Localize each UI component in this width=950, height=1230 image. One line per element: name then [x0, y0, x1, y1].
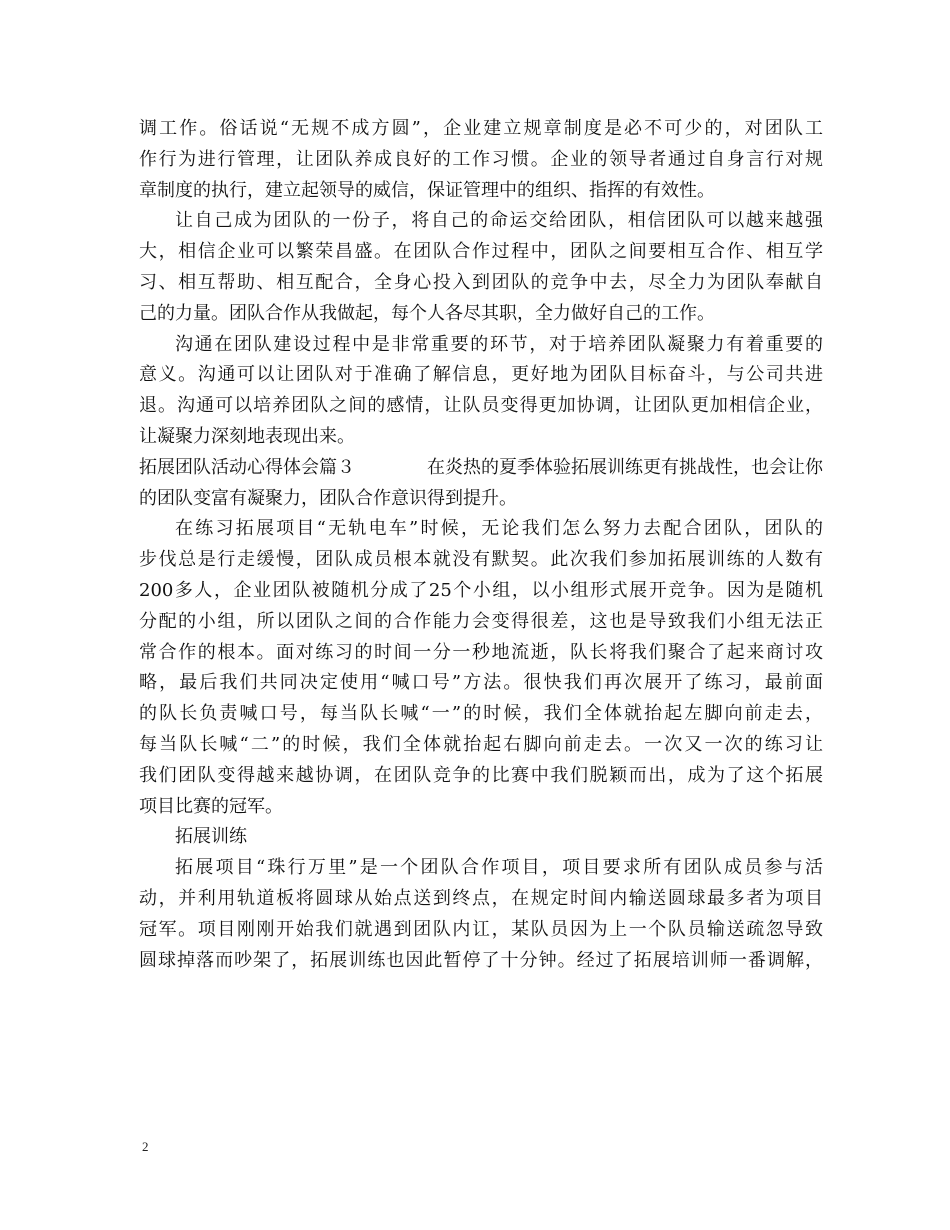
page-number: 2	[142, 1139, 149, 1154]
paragraph-4-line-2: 的团队变富有凝聚力，团队合作意识得到提升。	[139, 487, 517, 509]
paragraph-5-line-6: 略，最后我们共同决定使用“喊口号”方法。很快我们再次展开了练习，最前面	[139, 672, 823, 694]
paragraph-5-line-4: 分配的小组，所以团队之间的合作能力会变得很差，这也是导致我们小组无法正	[139, 610, 823, 632]
paragraph-3	[139, 330, 823, 453]
paragraph-5	[139, 514, 823, 822]
paragraph-2-line-3: 习、相互帮助、相互配合，全身心投入到团队的竞争中去，尽全力为团队奉献自	[139, 271, 823, 293]
paragraph-5-line-5: 常合作的根本。面对练习的时间一分一秒地流逝，队长将我们聚合了起来商讨攻	[139, 641, 823, 663]
paragraph-6-line-1: 拓展项目“珠行万里”是一个团队合作项目，项目要求所有团队成员参与活	[175, 857, 823, 879]
paragraph-3-line-2: 意义。沟通可以让团队对于准确了解信息，更好地为团队目标奋斗，与公司共进	[139, 364, 823, 386]
paragraph-3-line-3: 退。沟通可以培养团队之间的感情，让队员变得更加协调，让团队更加相信企业，	[139, 395, 823, 417]
paragraph-1	[139, 114, 823, 206]
paragraph-5-line-7: 的队长负责喊口号，每当队长喊“一”的时候，我们全体就抬起左脚向前走去，	[139, 703, 823, 725]
paragraph-5-line-10: 项目比赛的冠军。	[139, 795, 283, 817]
paragraph-4-line-1: 在炎热的夏季体验拓展训练更有挑战性，也会让你	[427, 456, 823, 478]
paragraph-1-line-3: 章制度的执行，建立起领导的威信，保证管理中的组织、指挥的有效性。	[139, 179, 715, 201]
paragraph-6	[139, 853, 823, 976]
paragraph-3-line-4: 让凝聚力深刻地表现出来。	[139, 425, 355, 447]
section-heading: 拓展团队活动心得体会篇３	[139, 456, 355, 478]
paragraph-2-line-4: 己的力量。团队合作从我做起，每个人各尽其职，全力做好自己的工作。	[139, 302, 715, 324]
paragraph-1-line-2: 作行为进行管理，让团队养成良好的工作习惯。企业的领导者通过自身言行对规	[139, 148, 823, 170]
section-heading-row	[139, 453, 823, 484]
paragraph-6-line-3: 冠军。项目刚刚开始我们就遇到团队内讧，某队员因为上一个队员输送疏忽导致	[139, 918, 823, 940]
paragraph-3-line-1: 沟通在团队建设过程中是非常重要的环节，对于培养团队凝聚力有着重要的	[175, 333, 823, 355]
document-body	[139, 114, 823, 976]
paragraph-5-line-9: 我们团队变得越来越协调，在团队竞争的比赛中我们脱颖而出，成为了这个拓展	[139, 764, 823, 786]
paragraph-5-line-1: 在练习拓展项目“无轨电车”时候，无论我们怎么努力去配合团队，团队的	[175, 518, 823, 540]
paragraph-6-line-2: 动，并利用轨道板将圆球从始点送到终点，在规定时间内输送圆球最多者为项目	[139, 887, 823, 909]
subheading: 拓展训练	[175, 826, 247, 848]
paragraph-2-line-1: 让自己成为团队的一份子，将自己的命运交给团队，相信团队可以越来越强	[175, 210, 823, 232]
paragraph-2	[139, 206, 823, 329]
paragraph-6-line-4: 圆球掉落而吵架了，拓展训练也因此暂停了十分钟。经过了拓展培训师一番调解，	[139, 949, 823, 971]
paragraph-2-line-2: 大，相信企业可以繁荣昌盛。在团队合作过程中，团队之间要相互合作、相互学	[139, 241, 823, 263]
paragraph-5-line-2: 步伐总是行走缓慢，团队成员根本就没有默契。此次我们参加拓展训练的人数有	[139, 549, 823, 571]
section-3	[139, 453, 823, 515]
paragraph-1-line-1: 调工作。俗话说“无规不成方圆”，企业建立规章制度是必不可少的，对团队工	[139, 118, 823, 139]
paragraph-5-line-8: 每当队长喊“二”的时候，我们全体就抬起右脚向前走去。一次又一次的练习让	[139, 733, 823, 755]
paragraph-5-line-3: 200多人，企业团队被随机分成了25个小组，以小组形式展开竞争。因为是随机	[139, 579, 823, 601]
